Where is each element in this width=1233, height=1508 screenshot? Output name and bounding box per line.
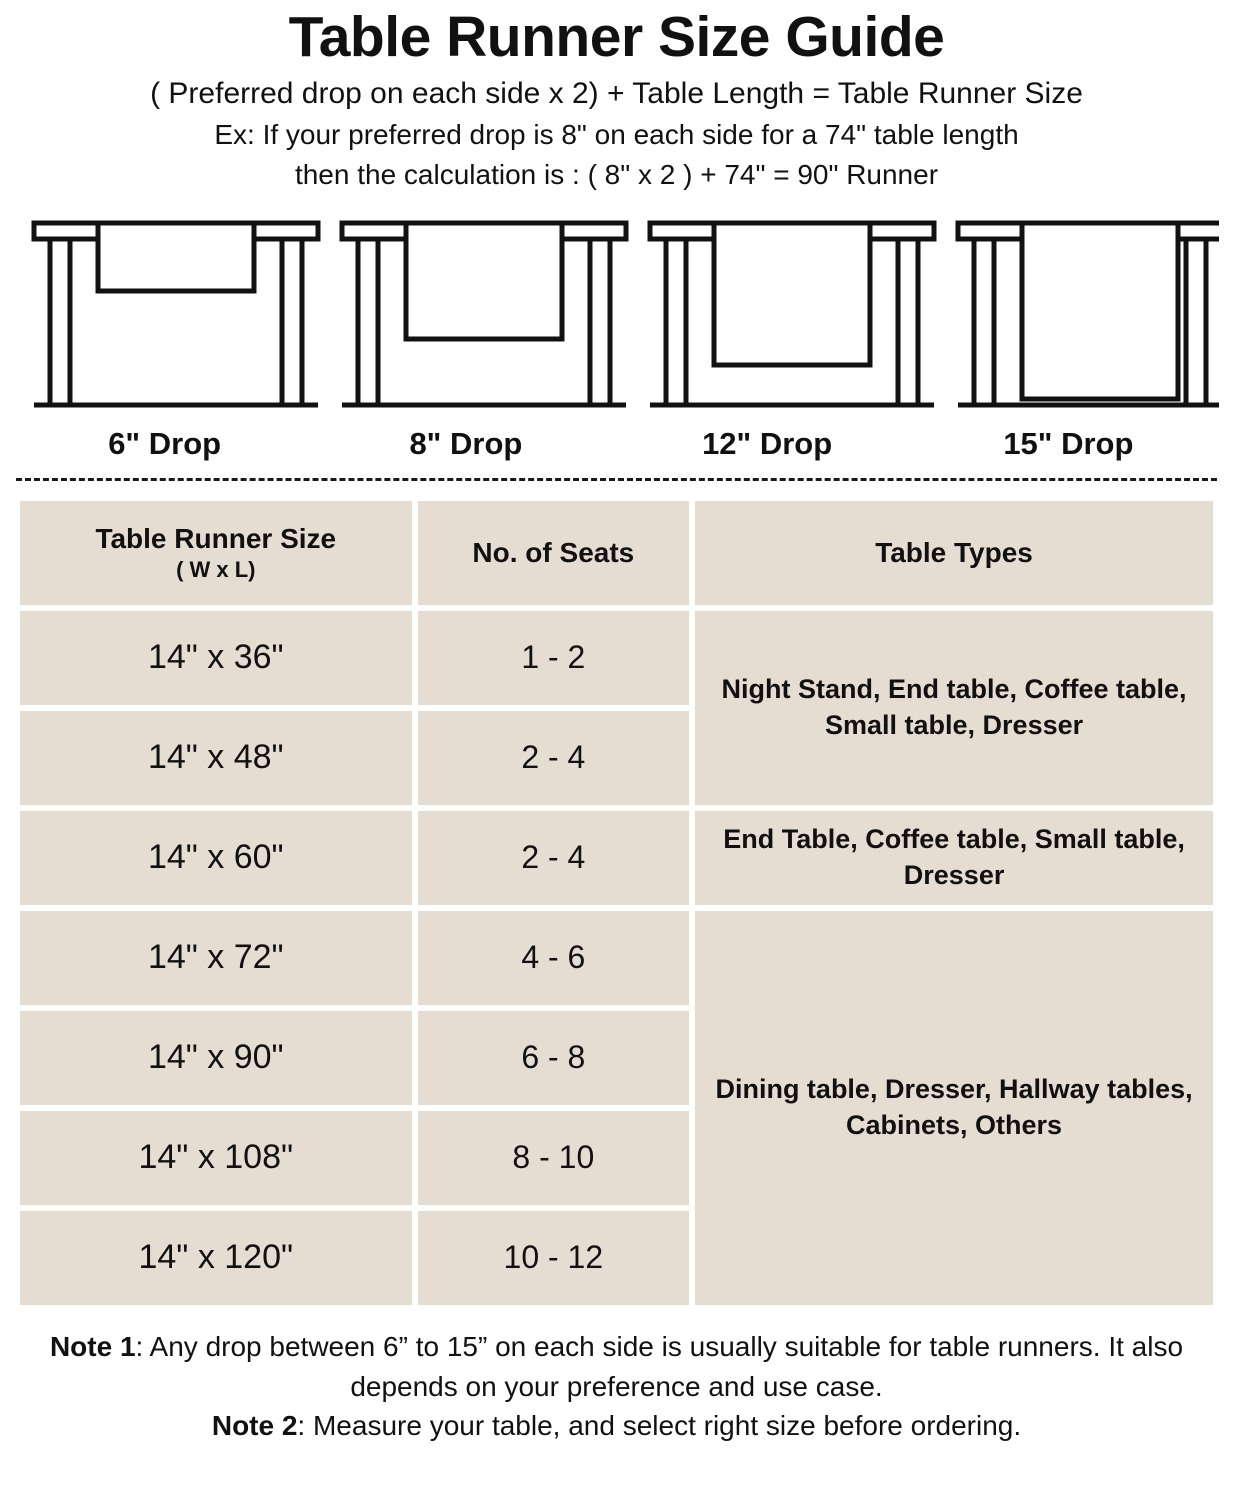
example-line-1: Ex: If your preferred drop is 8" on each side for a 74" table length (214, 119, 1019, 151)
table-illustration-6in (34, 223, 318, 405)
drop-label-row (14, 426, 1219, 462)
section-divider (16, 478, 1217, 481)
cell-seats: 6 - 8 (418, 1011, 690, 1105)
cell-size: 14" x 48" (20, 711, 412, 805)
cell-size: 14" x 90" (20, 1011, 412, 1105)
cell-size: 14" x 60" (20, 811, 412, 905)
cell-size: 14" x 36" (20, 611, 412, 705)
size-chart-table (14, 495, 1219, 1311)
cell-seats: 4 - 6 (418, 911, 690, 1005)
cell-seats: 10 - 12 (418, 1211, 690, 1305)
header-table-types: Table Types (695, 501, 1213, 605)
table-illustration-15in (958, 223, 1219, 405)
note-1-label: Note 1 (49, 1330, 136, 1362)
cell-size: 14" x 72" (20, 911, 412, 1005)
header-runner-size-main: Table Runner Size (95, 523, 337, 555)
drop-illustration (14, 209, 1219, 424)
page-title: Table Runner Size Guide (288, 5, 945, 69)
drop-label-12in: 12" Drop (702, 425, 833, 461)
cell-size: 14" x 108" (20, 1111, 412, 1205)
note-2-text: : Measure your table, and select right size before ordering. (297, 1410, 1022, 1442)
size-guide-page (0, 5, 1233, 1446)
cell-table-type: Dining table, Dresser, Hallway tables, Cabinets, Others (695, 911, 1213, 1305)
drop-label-15in: 15" Drop (1003, 425, 1134, 461)
formula-text: ( Preferred drop on each side x 2) + Table Length = Table Runner Size (150, 76, 1083, 110)
cell-table-type: Night Stand, End table, Coffee table, Small table, Dresser (695, 611, 1213, 805)
note-2-label: Note 2 (211, 1410, 298, 1442)
note-1-text: : Any drop between 6” to 15” on each side is usually suitable for table runners. It also depends on your preference and use case. (135, 1330, 1184, 1402)
cell-seats: 2 - 4 (418, 711, 690, 805)
cell-seats: 1 - 2 (418, 611, 690, 705)
drop-label-6in: 6" Drop (108, 425, 222, 461)
drop-label-8in: 8" Drop (409, 425, 523, 461)
note-1 (14, 1327, 1219, 1407)
cell-size: 14" x 120" (20, 1211, 412, 1305)
note-2 (14, 1406, 1219, 1446)
table-row (20, 911, 1213, 1005)
table-illustration-12in (650, 223, 934, 405)
table-row (20, 811, 1213, 905)
header-runner-size (20, 501, 412, 605)
header-seats: No. of Seats (418, 501, 690, 605)
example-line-2: then the calculation is : ( 8" x 2 ) + 74" = 90" Runner (294, 159, 939, 191)
header-runner-size-sub: ( W x L) (176, 557, 256, 583)
table-row (20, 611, 1213, 705)
notes-block (14, 1327, 1219, 1446)
table-header-row (20, 501, 1213, 605)
cell-seats: 2 - 4 (418, 811, 690, 905)
table-illustration-8in (342, 223, 626, 405)
cell-seats: 8 - 10 (418, 1111, 690, 1205)
cell-table-type: End Table, Coffee table, Small table, Dresser (695, 811, 1213, 905)
